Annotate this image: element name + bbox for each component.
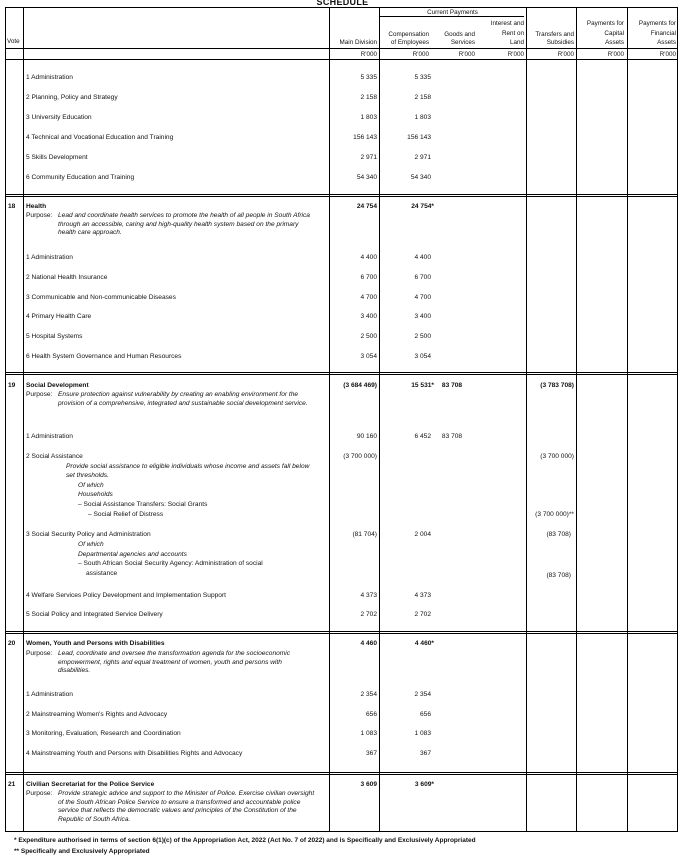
vote-comp-total: 4 460*: [414, 640, 434, 647]
col-divider: [627, 8, 628, 831]
programme-name: 3 Communicable and Non-communicable Diseases: [26, 294, 176, 301]
programme-name: 1 Administration: [26, 254, 73, 261]
vote-number: 21: [8, 781, 16, 788]
transfers-header-1: Transfers and: [535, 31, 574, 38]
compensation-value: 2 702: [414, 611, 431, 618]
financial-header-3: Assets: [657, 39, 676, 46]
main-division-value: (3 700 000): [343, 453, 377, 460]
vote-purpose: Lead, coordinate and oversee the transformation agenda for the socioeconomic empowerment, rights and equal treatment of women, youth and persons with disabilities.: [58, 650, 291, 675]
capital-header-2: Capital: [604, 30, 624, 37]
transfers-header-2: Subsidies: [546, 39, 574, 46]
vote-header: Vote: [7, 38, 20, 45]
goods-header-1: Goods and: [444, 31, 475, 38]
purpose-label: Purpose:: [26, 790, 53, 797]
appropriation-table: [5, 7, 678, 832]
vote-number: 20: [8, 640, 16, 647]
col-divider: [23, 8, 24, 831]
financial-header-2: Financial: [650, 30, 676, 37]
departmental-agencies-label: Departmental agencies and accounts: [78, 551, 187, 558]
main-division-value: 2 354: [360, 691, 377, 698]
main-division-value: 4 373: [360, 592, 377, 599]
vote-purpose: Ensure protection against vulnerability by creating an enabling environment for the provision of a comprehensive, integrated and sustainable social development service.: [58, 391, 308, 407]
financial-header-1: Payments for: [638, 20, 676, 27]
main-division-value: 54 340: [356, 174, 377, 181]
unit-main: R'000: [360, 51, 377, 58]
main-division-value: 2 971: [360, 154, 377, 161]
programme-name: 5 Skills Development: [26, 154, 88, 161]
unit-goods: R'000: [458, 51, 475, 58]
footnote-double-asterisk: ** Specifically and Exclusively Appropriated: [14, 848, 150, 855]
programme-name: 4 Mainstreaming Youth and Persons with Disabilities Rights and Advocacy: [26, 750, 243, 757]
main-division-value: 1 803: [360, 114, 377, 121]
main-division-value: 156 143: [353, 134, 377, 141]
vote-main-total: 3 609: [360, 781, 377, 788]
unit-interest: R'000: [507, 51, 524, 58]
programme-name: 1 Administration: [26, 74, 73, 81]
vote-comp-total: 3 609*: [414, 781, 434, 788]
vote-comp-total: 24 754*: [411, 203, 434, 210]
vote-comp-total: 15 531*: [411, 382, 434, 389]
main-division-value: 6 700: [360, 274, 377, 281]
vote-separator: [6, 631, 677, 634]
compensation-value: 2 354: [414, 691, 431, 698]
goods-header-2: Services: [450, 39, 475, 46]
of-which-label: Of which: [78, 541, 104, 548]
vote-separator: [6, 194, 677, 197]
main-division-header: Main Division: [339, 39, 377, 46]
transfers-value: (3 700 000)**: [535, 511, 574, 518]
compensation-value: 2 500: [414, 333, 431, 340]
vote-goods-total: 83 708: [441, 382, 463, 389]
vote-name: Civilian Secretariat for the Police Service: [26, 781, 155, 788]
compensation-value: 5 335: [414, 74, 431, 81]
purpose-label: Purpose:: [26, 391, 53, 398]
purpose-label: Purpose:: [26, 650, 53, 657]
capital-header-3: Assets: [605, 39, 624, 46]
interest-header-3: Land: [509, 39, 524, 46]
transfers-value: (83 708): [546, 572, 571, 579]
main-division-value: 3 054: [360, 353, 377, 360]
vote-name: Social Development: [26, 382, 89, 389]
programme-name: 6 Community Education and Training: [26, 174, 135, 181]
main-division-value: 2 500: [360, 333, 377, 340]
vote-number: 18: [8, 203, 16, 210]
compensation-value: 656: [419, 711, 431, 718]
vote-transfers-total: (3 783 708): [540, 382, 574, 389]
unit-rule: [6, 59, 677, 60]
programme-name: 2 Planning, Policy and Strategy: [26, 94, 118, 101]
main-division-value: 4 700: [360, 294, 377, 301]
current-payments-header: Current Payments: [427, 9, 478, 16]
compensation-value: 2 158: [414, 94, 431, 101]
programme-name: 4 Technical and Vocational Education and Training: [26, 134, 174, 141]
compensation-value: 4 400: [414, 254, 431, 261]
purpose-label: Purpose:: [26, 212, 53, 219]
unit-transfers: R'000: [557, 51, 574, 58]
programme-name: 1 Administration: [26, 433, 73, 440]
compensation-value: 2 004: [414, 531, 431, 538]
main-division-value: 4 400: [360, 254, 377, 261]
vote-name: Women, Youth and Persons with Disabilities: [26, 640, 165, 647]
goods-value: 83 708: [441, 433, 463, 440]
vote-purpose: Provide strategic advice and support to the Minister of Police. Exercise civilian oversight of the South African Police Service to ensure a transformed and accountable police service that reflects the democratic values and principles of the Constitution of the Republic of South Africa.: [58, 790, 315, 823]
main-division-value: 5 335: [360, 74, 377, 81]
main-division-value: 2 702: [360, 611, 377, 618]
compensation-header-2: of Employees: [390, 39, 429, 46]
transfers-value: (83 708): [546, 531, 571, 538]
programme-name: 3 Monitoring, Evaluation, Research and Coordination: [26, 730, 181, 737]
compensation-value: 4 700: [414, 294, 431, 301]
programme-name: 4 Welfare Services Policy Development and Implementation Support: [26, 592, 226, 599]
unit-comp: R'000: [412, 51, 429, 58]
vote-name: Health: [26, 203, 47, 210]
programme-name: 2 Social Assistance: [26, 453, 83, 460]
line-item: assistance: [86, 570, 118, 577]
footnote-asterisk: * Expenditure authorised in terms of section 6(1)(c) of the Appropriation Act, 2022 (Act No. 7 of 2022) and is Specifically and Exclusively Appropriated: [14, 837, 476, 844]
programme-name: 4 Primary Health Care: [26, 313, 92, 320]
programme-name: 5 Social Policy and Integrated Service Delivery: [26, 611, 163, 618]
col-divider: [576, 8, 577, 831]
compensation-value: 6 452: [414, 433, 431, 440]
vote-main-total: 4 460: [360, 640, 377, 647]
line-item: – Social Assistance Transfers: Social Grants: [78, 501, 208, 508]
line-item: – South African Social Security Agency: Administration of social: [78, 560, 263, 567]
unit-financial: R'000: [659, 51, 676, 58]
vote-number: 19: [8, 382, 16, 389]
main-division-value: 90 160: [356, 433, 377, 440]
vote-main-total: (3 684 469): [343, 382, 377, 389]
transfers-value: (3 700 000): [540, 453, 574, 460]
schedule-title: SCHEDULE: [316, 0, 369, 7]
interest-header-2: Rent on: [501, 30, 524, 37]
programme-name: 6 Health System Governance and Human Resources: [26, 353, 182, 360]
vote-separator: [6, 772, 677, 775]
compensation-value: 6 700: [414, 274, 431, 281]
header-rule: [6, 48, 677, 49]
programme-name: 3 University Education: [26, 114, 92, 121]
households-label: Households: [78, 491, 113, 498]
programme-name: 2 National Health Insurance: [26, 274, 108, 281]
programme-name: 1 Administration: [26, 691, 73, 698]
col-divider: [379, 8, 380, 831]
vote-separator: [6, 372, 677, 375]
programme-name: 5 Hospital Systems: [26, 333, 83, 340]
programme-name: 3 Social Security Policy and Administration: [26, 531, 151, 538]
compensation-value: 367: [419, 750, 431, 757]
of-which-label: Of which: [78, 482, 104, 489]
compensation-header-1: Compensation: [388, 31, 429, 38]
vote-purpose: Lead and coordinate health services to promote the health of all people in South Africa through an accessible, caring and high-quality health system based on the primary health care approach.: [58, 212, 310, 237]
main-division-value: (81 704): [352, 531, 377, 538]
main-division-value: 1 083: [360, 730, 377, 737]
line-item: – Social Relief of Distress: [88, 511, 164, 518]
main-division-value: 2 158: [360, 94, 377, 101]
vote-main-total: 24 754: [356, 203, 377, 210]
compensation-value: 54 340: [410, 174, 431, 181]
main-division-value: 367: [365, 750, 377, 757]
interest-header-1: Interest and: [490, 20, 524, 27]
main-division-value: 3 400: [360, 313, 377, 320]
compensation-value: 3 400: [414, 313, 431, 320]
col-divider: [526, 8, 527, 831]
compensation-value: 1 803: [414, 114, 431, 121]
compensation-value: 2 971: [414, 154, 431, 161]
compensation-value: 3 054: [414, 353, 431, 360]
compensation-value: 156 143: [407, 134, 431, 141]
compensation-value: 4 373: [414, 592, 431, 599]
compensation-value: 1 083: [414, 730, 431, 737]
unit-capital: R'000: [607, 51, 624, 58]
main-division-value: 656: [365, 711, 377, 718]
programme-purpose: Provide social assistance to eligible individuals whose income and assets fall below set thresholds.: [66, 463, 310, 479]
capital-header-1: Payments for: [586, 20, 624, 27]
col-divider: [329, 8, 330, 831]
programme-name: 2 Mainstreaming Women's Rights and Advocacy: [26, 711, 168, 718]
